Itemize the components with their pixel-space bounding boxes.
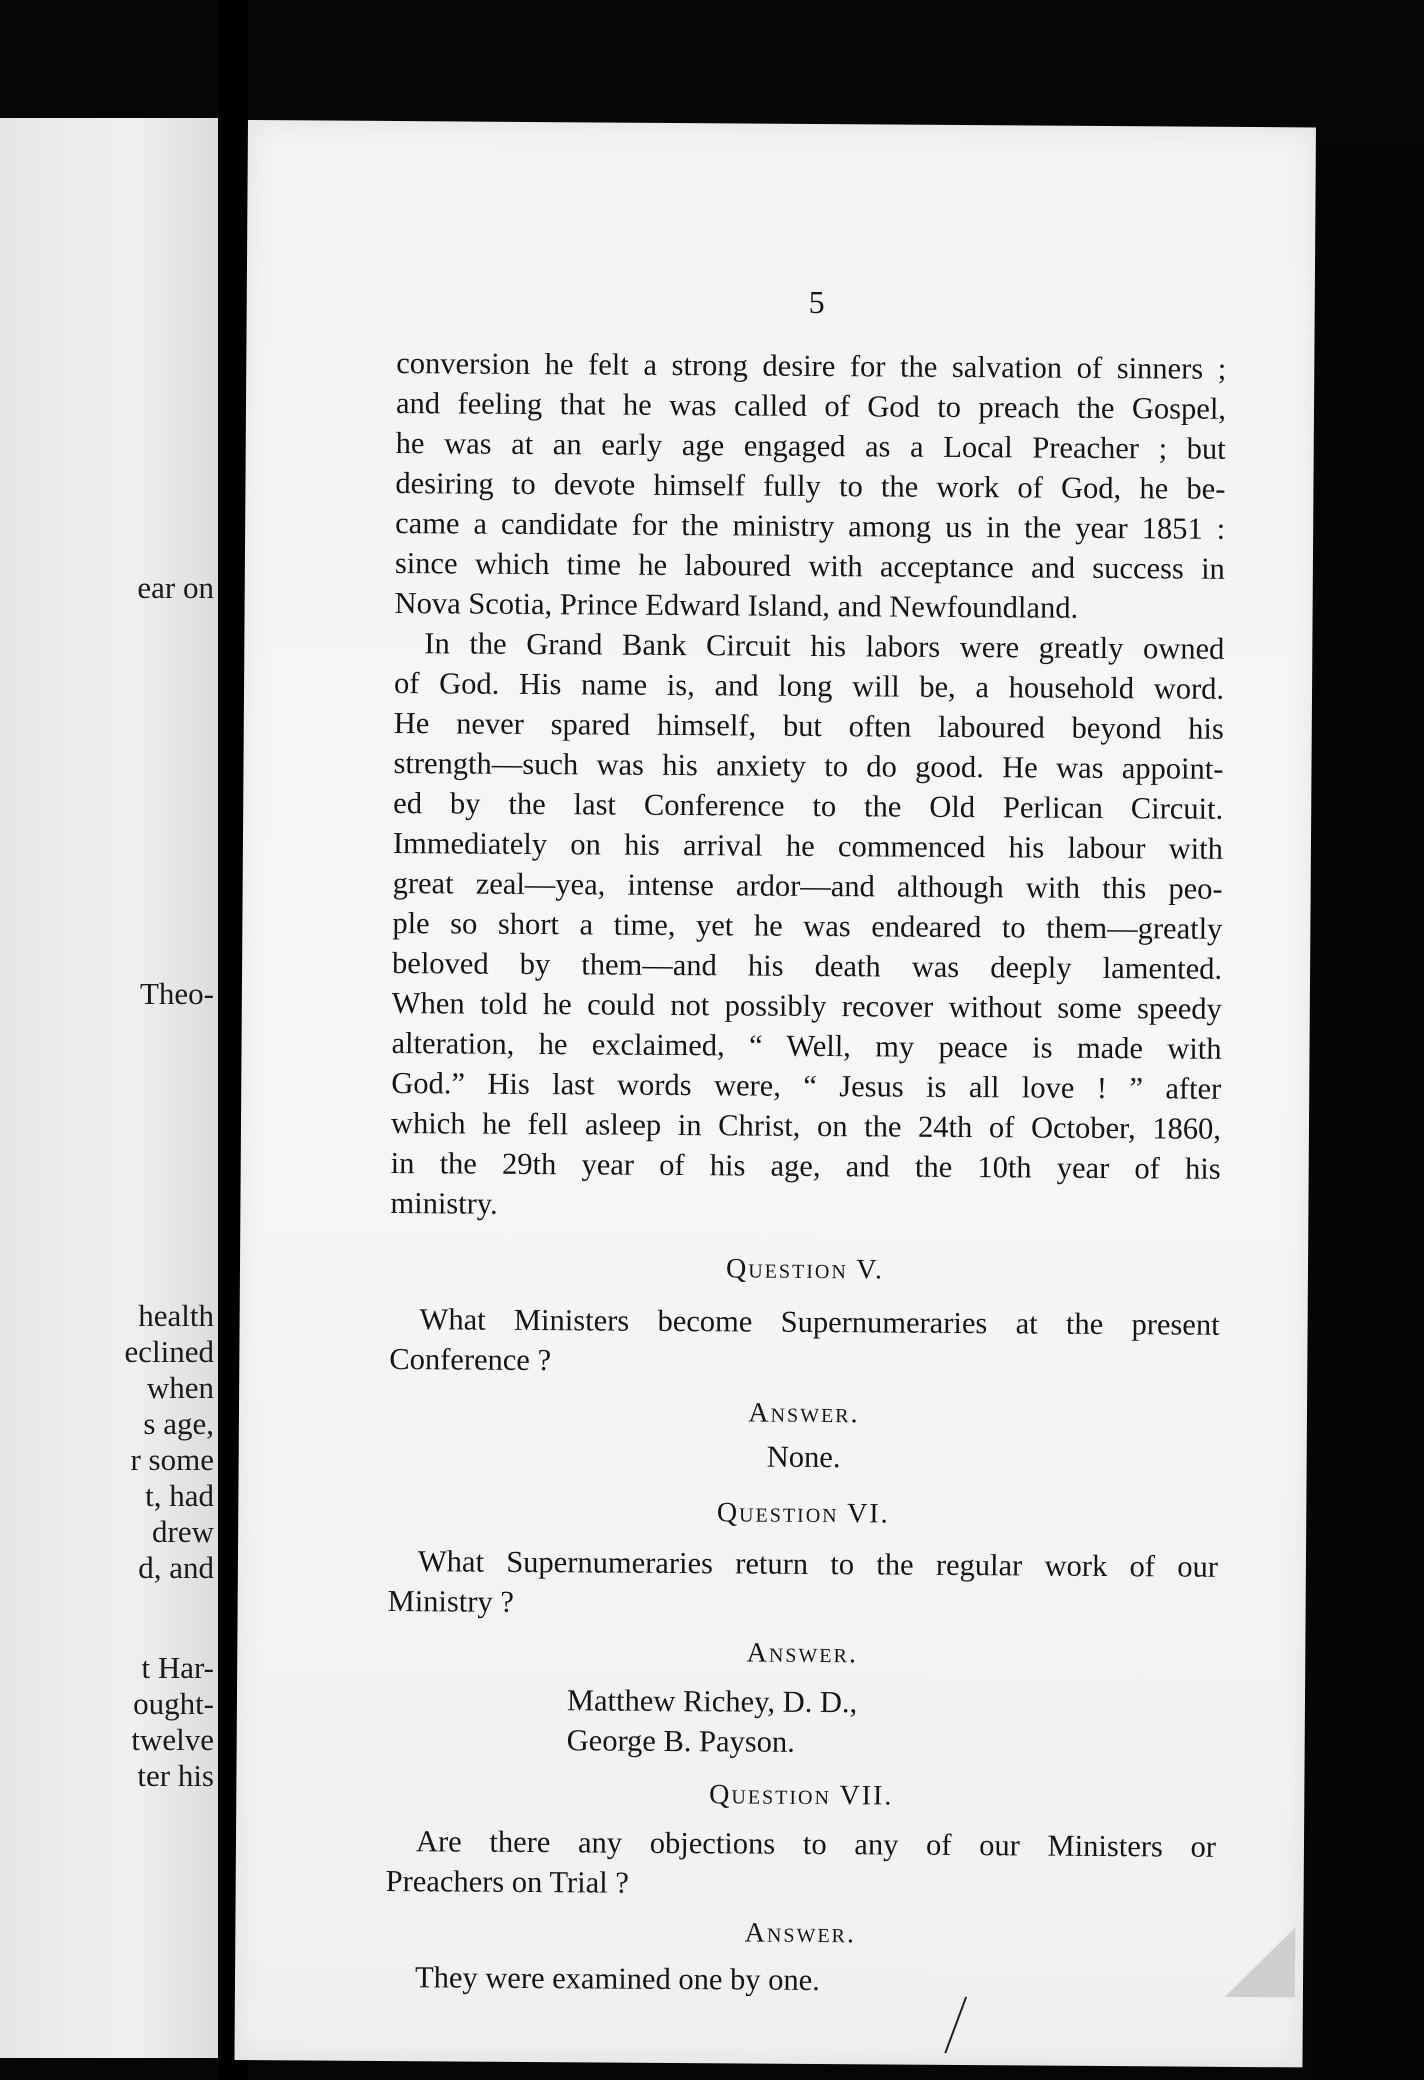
left-fragment: t, had bbox=[145, 1478, 214, 1513]
paragraph-line: ple so short a time, yet he was endeared to them—greatly bbox=[392, 906, 1223, 946]
paragraph-line: alteration, he exclaimed, “ Well, my peace is made with bbox=[391, 1026, 1222, 1066]
answer-heading: Answer. bbox=[746, 1637, 859, 1670]
left-fragment: t Har- bbox=[141, 1650, 214, 1685]
paragraph-line: great zeal—yea, intense ardor—and although with this peo- bbox=[392, 866, 1223, 906]
question-text: Ministry ? bbox=[387, 1584, 515, 1619]
answer-text: None. bbox=[766, 1439, 841, 1475]
left-page bbox=[0, 118, 218, 2058]
answer-text: They were examined one by one. bbox=[414, 1960, 820, 1998]
left-fragment: ter his bbox=[137, 1758, 214, 1793]
answer-name: Matthew Richey, D. D., bbox=[566, 1683, 858, 1720]
question-text: What Supernumeraries return to the regular work of our bbox=[417, 1544, 1219, 1584]
left-fragment: ear on bbox=[137, 570, 214, 605]
paragraph-line: When told he could not possibly recover without some speedy bbox=[391, 986, 1222, 1026]
paragraph-line: ministry. bbox=[390, 1186, 498, 1221]
question-heading: Question V. bbox=[725, 1253, 885, 1286]
left-fragment: when bbox=[146, 1370, 214, 1405]
answer-heading: Answer. bbox=[744, 1917, 857, 1950]
left-fragment: s age, bbox=[143, 1406, 214, 1441]
film-border bbox=[1316, 150, 1424, 2080]
answer-name: George B. Payson. bbox=[566, 1723, 795, 1759]
main-page bbox=[234, 120, 1316, 2067]
stray-mark bbox=[944, 1997, 967, 2054]
question-text: What Ministers become Supernumeraries at the present bbox=[419, 1302, 1220, 1342]
page-number: 5 bbox=[808, 283, 825, 321]
question-heading: Question VI. bbox=[716, 1497, 890, 1530]
paragraph-line: God.” His last words were, “ Jesus is all love ! ” after bbox=[391, 1066, 1222, 1106]
paragraph-line: of God. His name is, and long will be, a household word. bbox=[393, 666, 1225, 706]
question-text: Preachers on Trial ? bbox=[385, 1864, 629, 1900]
paragraph-line: beloved by them—and his death was deeply lamented. bbox=[391, 946, 1223, 986]
left-fragment: eclined bbox=[124, 1334, 214, 1369]
question-heading: Question VII. bbox=[709, 1779, 894, 1812]
paragraph-line: In the Grand Bank Circuit his labors were greatly owned bbox=[424, 626, 1225, 666]
paragraph-line: in the 29th year of his age, and the 10th year of his bbox=[390, 1146, 1221, 1186]
paragraph-line: Immediately on his arrival he commenced his labour with bbox=[392, 826, 1224, 866]
left-fragment: health bbox=[138, 1298, 214, 1333]
question-text: Are there any objections to any of our Ministers or bbox=[415, 1824, 1217, 1864]
left-fragment: d, and bbox=[138, 1550, 214, 1585]
left-fragment: twelve bbox=[131, 1722, 214, 1757]
paragraph-line: since which time he laboured with acceptance and success in bbox=[394, 546, 1226, 586]
left-fragment: Theo- bbox=[139, 976, 214, 1011]
paragraph-line: strength—such was his anxiety to do good. He was appoint- bbox=[393, 746, 1224, 786]
paragraph-line: He never spared himself, but often laboured beyond his bbox=[393, 706, 1224, 746]
paragraph-line: came a candidate for the ministry among us in the year 1851 : bbox=[395, 506, 1226, 546]
paragraph-line: which he fell asleep in Christ, on the 24th of October, 1860, bbox=[390, 1106, 1222, 1146]
left-fragment: ought- bbox=[133, 1686, 214, 1721]
answer-heading: Answer. bbox=[748, 1397, 860, 1430]
paragraph-line: he was at an early age engaged as a Local Preacher ; but bbox=[395, 426, 1226, 466]
left-fragment: r some bbox=[130, 1442, 214, 1477]
paragraph-line: ed by the last Conference to the Old Perlican Circuit. bbox=[393, 786, 1224, 826]
paragraph-line: conversion he felt a strong desire for the salvation of sinners ; bbox=[396, 346, 1227, 386]
paragraph-line: Nova Scotia, Prince Edward Island, and Newfoundland. bbox=[394, 586, 1079, 625]
left-fragment: drew bbox=[152, 1514, 214, 1549]
paragraph-line: and feeling that he was called of God to preach the Gospel, bbox=[395, 386, 1227, 426]
paragraph-line: desiring to devote himself fully to the work of God, he be- bbox=[395, 466, 1226, 506]
page-corner-fold bbox=[1225, 1927, 1295, 1997]
question-text: Conference ? bbox=[389, 1342, 552, 1378]
